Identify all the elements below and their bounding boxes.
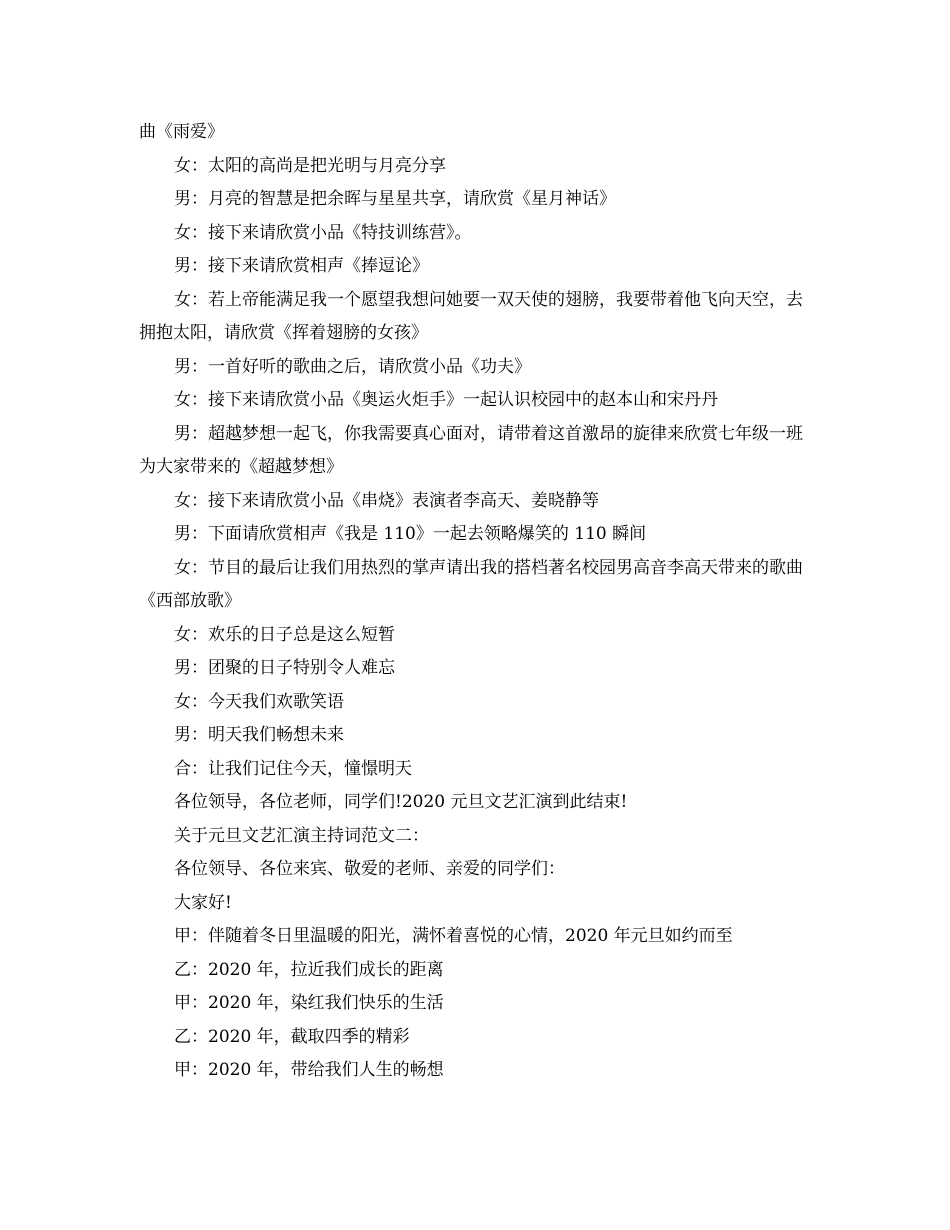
paragraph: 关于元旦文艺汇演主持词范文二： <box>174 825 429 846</box>
paragraph: 女：接下来请欣赏小品《特技训练营》。 <box>174 222 472 243</box>
paragraph: 女：接下来请欣赏小品《奥运火炬手》一起认识校园中的赵本山和宋丹丹 <box>174 390 718 410</box>
paragraph: 男：明天我们畅想未来 <box>174 725 344 745</box>
paragraph: 女：太阳的高尚是把光明与月亮分享 <box>174 155 446 176</box>
paragraph: 男：团聚的日子特别令人难忘 <box>174 658 395 678</box>
paragraph: 甲：2020 年，带给我们人生的畅想 <box>174 1060 444 1080</box>
paragraph: 曲《雨爱》 <box>139 122 224 142</box>
paragraph: 大家好! <box>174 892 232 913</box>
paragraph: 男：下面请欣赏相声《我是 110》一起去领略爆笑的 110 瞬间 <box>174 524 647 544</box>
paragraph: 女：欢乐的日子总是这么短暂 <box>174 624 395 645</box>
paragraph: 甲：伴随着冬日里温暖的阳光，满怀着喜悦的心情，2020 年元旦如约而至 <box>174 926 733 946</box>
paragraph: 男：超越梦想一起飞，你我需要真心面对，请带着这首激昂的旋律来欣赏七年级一班为大家带来的《超越梦想》 <box>139 423 803 477</box>
paragraph: 各位领导、各位来宾、敬爱的老师、亲爱的同学们： <box>174 859 565 879</box>
paragraph: 乙：2020 年，截取四季的精彩 <box>174 1026 410 1047</box>
paragraph: 男：月亮的智慧是把余晖与星星共享，请欣赏《星月神话》 <box>174 189 616 209</box>
paragraph: 女：节目的最后让我们用热烈的掌声请出我的搭档著名校园男高音李高天带来的歌曲《西部放歌》 <box>139 557 803 611</box>
document-body <box>139 116 819 1088</box>
paragraph: 乙：2020 年，拉近我们成长的距离 <box>174 959 444 980</box>
paragraph: 男：接下来请欣赏相声《捧逗论》 <box>174 256 429 276</box>
paragraph: 男：一首好听的歌曲之后，请欣赏小品《功夫》 <box>174 356 531 377</box>
paragraph: 甲：2020 年，染红我们快乐的生活 <box>174 993 444 1013</box>
paragraph: 合：让我们记住今天，憧憬明天 <box>174 758 412 779</box>
paragraph: 女：今天我们欢歌笑语 <box>174 691 344 712</box>
paragraph: 女：若上帝能满足我一个愿望我想问她要一双天使的翅膀，我要带着他飞向天空，去拥抱太阳，请欣赏《挥着翅膀的女孩》 <box>139 289 803 343</box>
paragraph: 各位领导，各位老师，同学们!2020 元旦文艺汇演到此结束! <box>174 792 628 812</box>
paragraph: 女：接下来请欣赏小品《串烧》表演者李高天、姜晓静等 <box>174 490 599 511</box>
